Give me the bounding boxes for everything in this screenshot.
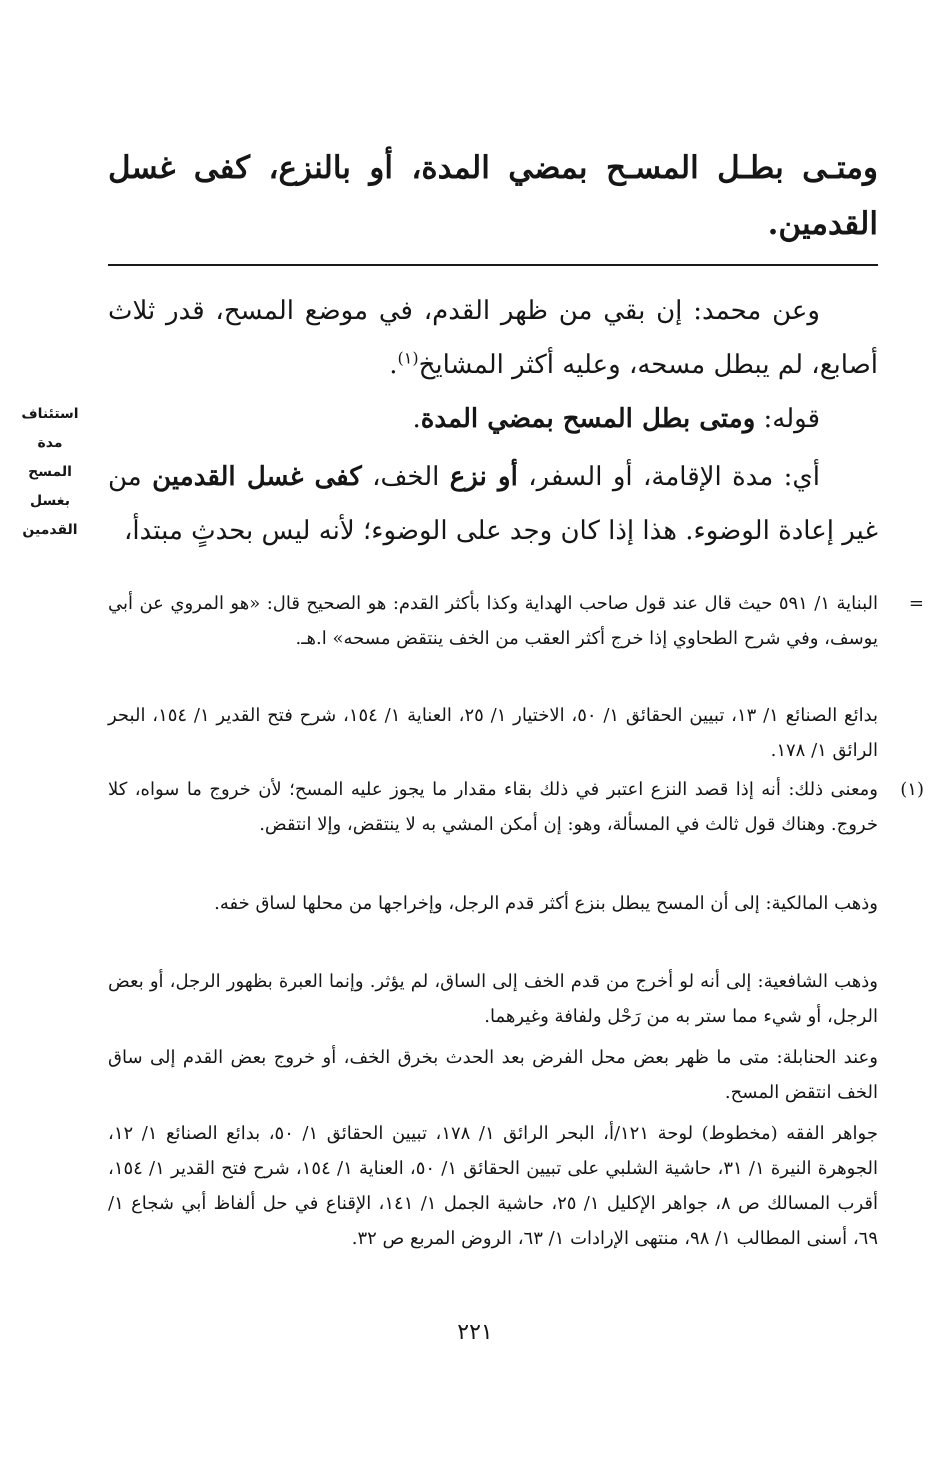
paragraph-text: وعن محمد: إن بقي من ظهر القدم، في موضع المسح، قدر ثلاث أصابع، لم يبطل مسحه، وعليه أكثر المشايخ	[108, 296, 878, 380]
paragraph-prefix: قوله:	[755, 404, 820, 434]
footnote-marker: (١)	[900, 779, 924, 800]
sidenote-line: المسح	[28, 464, 72, 480]
footnote-shafii	[108, 964, 878, 1034]
paragraph-qawluhu	[108, 392, 878, 446]
footnote-references	[108, 1116, 878, 1256]
separator-rule	[108, 264, 878, 266]
matn-heading: ومتـى بطـل المسـح بمضي المدة، أو بالنزع، كفى غسل القدمين.	[108, 150, 878, 242]
bold-part-1: أو نزع	[449, 462, 518, 492]
bold-part-2: كفى غسل القدمين	[152, 462, 362, 492]
footnote-text: وعند الحنابلة: متى ما ظهر بعض محل الفرض بعد الحدث بخرق الخف، أو خروج بعض القدم إلى ساق الخف انتقض المسح.	[108, 1047, 878, 1103]
footnote-text: ومعنى ذلك: أنه إذا قصد النزع اعتبر في ذلك بقاء مقدار ما يجوز عليه المسح؛ لأن خروج ما سواه، كلا خروج. وهناك قول ثالث في المسألة، وهو: إن أمكن المشي به لا ينتقض، وإلا انتقض.	[108, 779, 878, 835]
paragraph-end: .	[389, 350, 398, 380]
footnote-reference[interactable]: (١)	[397, 348, 419, 368]
footnote-text: وذهب المالكية: إلى أن المسح يبطل بنزع أكثر قدم الرجل، وإخراجها من محلها لساق خفه.	[214, 893, 878, 914]
text-part-3: من غير إعادة الوضوء. هذا إذا كان وجد على الوضوء؛ لأنه ليس بحدثٍ مبتدأ،	[108, 462, 878, 546]
footnote-text: بدائع الصنائع ١/ ١٣، تبيين الحقائق ١/ ٥٠، الاختيار ١/ ٢٥، العناية ١/ ١٥٤، شرح فتح القدير ١/ ١٥٤، البحر الرائق ١/ ١٧٨.	[108, 705, 879, 761]
sidenote-line: استئناف	[21, 406, 79, 422]
footnote-text: جواهر الفقه (مخطوط) لوحة ١٢١/أ، البحر الرائق ١/ ١٧٨، تبيين الحقائق ١/ ٥٠، بدائع الصنائع ١/ ١٢، الجوهرة النيرة ١/ ٣١، حاشية الشلبي على تبيين الحقائق ١/ ٥٠، العناية ١/ ١٥٤، شرح فتح القدير ١/ ١٥٤، أقرب المسالك ص ٨، جواهر الإكليل ١/ ٢٥، حاشية الجمل ١/ ١٤١، الإقناع في حل ألفاظ أبي شجاع ١/ ٦٩، أسنى المطالب ١/ ٩٨، منتهى الإرادات ١/ ٦٣، الروض المربع ص ٣٢.	[108, 1123, 879, 1249]
footnote-1	[108, 772, 924, 842]
text-part-1: أي: مدة الإقامة، أو السفر،	[517, 462, 821, 492]
sidenote-line: القدمين	[22, 522, 78, 538]
footnote-marker: =	[908, 593, 924, 614]
footnote-text: البناية ١/ ٥٩١ حيث قال عند قول صاحب الهداية وكذا بأكثر القدم: هو الصحيح قال: «هو المروي عن أبي يوسف، وفي شرح الطحاوي إذا خرج أكثر العقب من الخف ينتقض مسحه» ا.هـ.	[108, 593, 878, 649]
footnote-continuation	[108, 586, 924, 656]
quoted-phrase: ومتى بطل المسح بمضي المدة	[420, 404, 756, 434]
text-part-2: الخف،	[361, 462, 450, 492]
footnote-maliki	[108, 886, 878, 921]
sidenote-line: بغسل	[30, 493, 70, 509]
footnote-sources	[108, 698, 878, 768]
page-number: ٢٢١	[457, 1320, 493, 1345]
margin-sidenote	[4, 400, 96, 545]
paragraph-muhammad	[108, 284, 878, 392]
paragraph-explanation	[108, 450, 878, 558]
footnote-text: وذهب الشافعية: إلى أنه لو أخرج من قدم الخف إلى الساق، لم يؤثر. وإنما العبرة بظهور الرجل، أو بعض الرجل، أو شيء مما ستر به من رَحْل ولفافة وغيرهما.	[108, 971, 878, 1027]
footnote-hanbali	[108, 1040, 878, 1110]
paragraph-end: .	[412, 404, 421, 434]
sidenote-line: مدة	[37, 435, 63, 451]
